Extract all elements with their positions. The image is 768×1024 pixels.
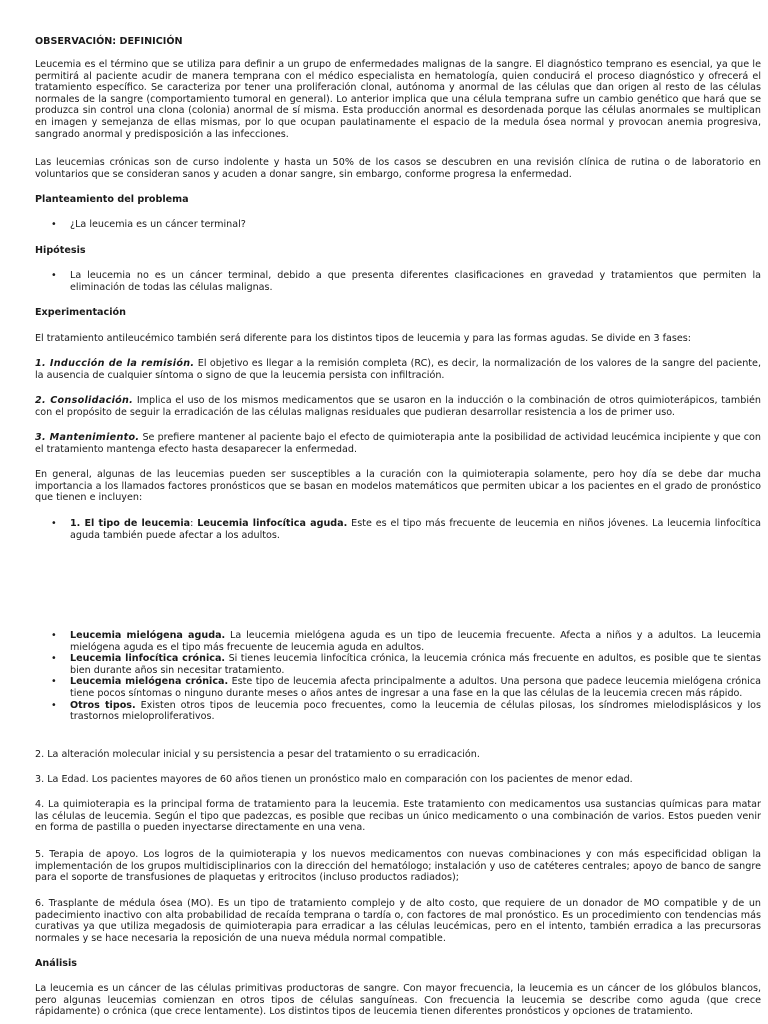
factor-2: 2. La alteración molecular inicial y su persistencia a pesar del tratamiento o su erradicación. [35,749,480,760]
leukemia-types-list [35,630,761,723]
hypothesis-heading: Hipótesis [35,245,86,256]
factor1-item [35,518,761,541]
hypothesis-list [35,270,761,293]
document-title: OBSERVACIÓN: DEFINICIÓN [35,36,183,47]
factor-3: 3. La Edad. Los pacientes mayores de 60 años tienen un pronóstico malo en comparación con los pacientes de menor edad. [35,774,633,785]
chronic-paragraph: Las leucemias crónicas son de curso indolente y hasta un 50% de los casos se descubren en una revisión clínica de rutina o de laboratorio en voluntarios que se consideran sanos y acuden a donar sangre, sin embargo, conforme progresa la enfermedad. [35,157,761,180]
problem-item: • ¿La leucemia es un cáncer terminal? [35,219,761,231]
phase-consolidation [35,395,761,418]
list-item [35,676,761,699]
factor1-text: Este es el tipo más frecuente de leucemia en niños jóvenes. La leucemia linfocítica aguda también puede afectar a los adultos. [70,518,761,541]
phase-maintenance-text: Se prefiere mantener al paciente bajo el efecto de quimioterapia ante la posibilidad de actividad leucémica incipiente y que con el tratamiento mantenga efecto hasta desaparecer la enfermedad. [35,432,761,455]
phase-induction-text: El objetivo es llegar a la remisión completa (RC), es decir, la normalización de los valores de la sangre del paciente, la ausencia de cualquier síntoma o signo de que la leucemia persista con infiltración. [35,358,762,381]
factor1-sublabel: Leucemia linfocítica aguda. [197,518,348,529]
factor1-list [35,518,761,541]
phase-consolidation-label: 2. Consolidación. [35,395,134,406]
analysis-paragraph: La leucemia es un cáncer de las células primitivas productoras de sangre. Con mayor frecuencia, la leucemia es un cáncer de los glóbulos blancos, pero algunas leucemias comienzan en otros tipos de células sanguíneas. Con frecuencia la leucemia se describe como aguda (que crece rápidamente) o crónica (que crece lentamente). Los distintos tipos de leucemia tienen diferentes pronósticos y opciones de tratamiento. [35,983,761,1018]
phase-induction [35,358,761,381]
type-text: La leucemia mielógena aguda es un tipo de leucemia frecuente. Afecta a niños y a adultos. La leucemia mielógena aguda es el tipo más frecuente de leucemia aguda en adultos. [70,630,761,653]
hypothesis-item: • La leucemia no es un cáncer terminal, debido a que presenta diferentes clasificaciones en gravedad y tratamientos que permiten la eliminación de todas las células malignas. [35,270,761,293]
factor1-separator: : [190,518,198,529]
type-label: Leucemia mielógena aguda. [70,630,226,641]
factor-4: 4. La quimioterapia es la principal forma de tratamiento para la leucemia. Este tratamiento con medicamentos usa sustancias químicas para matar las células de leucemia. Según el tipo que padezcas, es posible que recibas un único medicamento o una combinación de varios. Estos pueden venir en forma de pastilla o pueden inyectarse directamente en una vena. [35,799,761,834]
type-text: Este tipo de leucemia afecta principalmente a adultos. Una persona que padece leucemia mielógena crónica tiene pocos síntomas o ninguno durante meses o años antes de ingresar a una fase en la que las células de la leucemia crecen más rápido. [70,676,761,699]
list-item [35,653,761,676]
list-item [35,630,761,653]
experimentation-heading: Experimentación [35,307,126,318]
problem-heading: Planteamiento del problema [35,194,189,205]
analysis-heading: Análisis [35,958,78,969]
definition-paragraph: Leucemia es el término que se utiliza para definir a un grupo de enfermedades malignas de la sangre. El diagnóstico temprano es esencial, ya que le permitirá al paciente acudir de manera temprana con el médico especialista en hematología, quien conducirá el proceso diagnóstico y ofrecerá el tratamiento específico. Se caracteriza por tener una proliferación clonal, autónoma y anormal de las células que dan origen al resto de las células normales de la sangre (comportamiento tumoral en general). Lo anterior implica que una célula temprana sufre un cambio genético que hará que se produzca sin control una clona (colonia) anormal de sí misma. Esta producción anormal es desordenada porque las células anormales se multiplican en imagen y semejanza de ellas mismas, por lo que ocupan paulatinamente el espacio de la medula ósea normal y provocan anemia progresiva, sangrado anormal y predisposición a las infecciones. [35,59,761,140]
phase-maintenance-label: 3. Mantenimiento. [35,432,140,443]
factor-6: 6. Trasplante de médula ósea (MO). Es un tipo de tratamiento complejo y de alto costo, que requiere de un donador de MO compatible y de un padecimiento inactivo con alta probabilidad de recaída temprana o tardía o, con factores de mal pronóstico. Es un procedimiento con tendencias más curativas ya que utiliza megadosis de quimioterapia para erradicar a las células leucémicas, pero en el intento, también erradica a las precursoras normales y se hace necesaria la reposición de una nueva médula normal compatible. [35,898,761,944]
type-text: Si tienes leucemia linfocítica crónica, la leucemia crónica más frecuente en adultos, es posible que te sientas bien durante años sin necesitar tratamiento. [70,653,761,676]
phase-induction-label: 1. Inducción de la remisión. [35,358,195,369]
experimentation-intro: El tratamiento antileucémico también será diferente para los distintos tipos de leucemia y para las formas agudas. Se divide en 3 fases: [35,333,692,344]
problem-list [35,219,761,231]
phase-maintenance [35,432,761,455]
type-label: Otros tipos. [70,699,136,711]
prognostic-intro: En general, algunas de las leucemias pueden ser susceptibles a la curación con la quimioterapia solamente, pero hoy día se debe dar mucha importancia a los llamados factores pronósticos que se basan en modelos matemáticos que permiten ubicar a los pacientes en el grado de pronóstico que tienen e incluyen: [35,469,761,504]
list-item [35,700,761,723]
type-label: Leucemia linfocítica crónica. [70,653,226,665]
type-text: Existen otros tipos de leucemia poco frecuentes, como la leucemia de células pilosas, los síndromes mielodisplásicos y los trastornos mieloproliferativos. [70,699,761,723]
phase-consolidation-text: Implica el uso de los mismos medicamentos que se usaron en la inducción o la combinación de otros quimioterápicos, también con el propósito de seguir la erradicación de las células malignas residuales que pudieran desarrollar resistencia a los de primer uso. [35,395,762,418]
factor1-label: 1. El tipo de leucemia [70,518,191,529]
type-label: Leucemia mielógena crónica. [70,676,229,688]
factor-5: 5. Terapia de apoyo. Los logros de la quimioterapia y los nuevos medicamentos con nuevas combinaciones y con más especificidad obligan la implementación de los grupos multidisciplinarios con la dirección del hematólogo; instalación y uso de catéteres centrales; apoyo de banco de sangre para el soporte de transfusiones de plaquetas y eritrocitos (incluso productos radiados); [35,849,761,884]
